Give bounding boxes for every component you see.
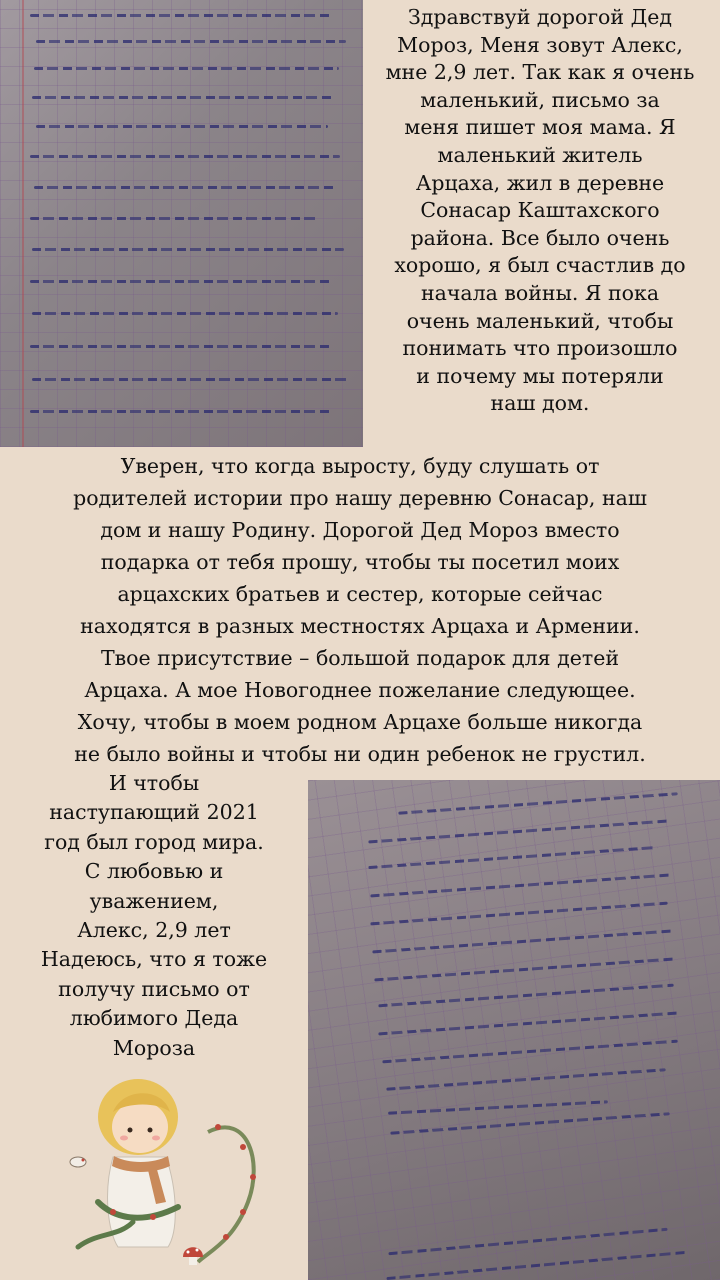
letter-top-line: наш дом. — [490, 391, 590, 416]
letter-top-line: Арцаха, жил в деревне — [415, 170, 665, 195]
letter-bottom-line: Мороза — [112, 1035, 196, 1060]
letter-bottom-line: год был город мира. — [44, 829, 264, 854]
letter-top-line: Здравствуй дорогой Дед — [408, 5, 672, 29]
letter-text-bottom — [4, 769, 304, 1063]
letter-top-line: хорошо, я был счастлив до — [394, 253, 686, 278]
letter-text-middle — [0, 450, 720, 770]
letter-top-line: маленький, письмо за — [420, 87, 660, 112]
letter-top-line: меня пишет моя мама. Я — [404, 115, 676, 140]
letter-middle-line: Хочу, чтобы в моем родном Арцахе больше никогда — [77, 710, 643, 734]
letter-middle-line: находятся в разных местностях Арцаха и Армении. — [80, 614, 640, 638]
letter-middle-line: Арцаха. А мое Новогоднее пожелание следующее. — [84, 678, 636, 702]
letter-top-line: очень маленький, чтобы — [406, 308, 674, 333]
letter-bottom-line: Надеюсь, что я тоже — [40, 947, 268, 972]
letter-bottom-line: И чтобы — [108, 771, 200, 795]
letter-top-line: и почему мы потеряли — [416, 363, 664, 388]
letter-middle-line: подарка от тебя прошу, чтобы ты посетил моих — [100, 550, 620, 574]
letter-middle-line: Твое присутствие – большой подарок для детей — [100, 646, 620, 670]
letter-text-top — [364, 4, 716, 418]
letter-middle-line: не было войны и чтобы ни один ребенок не грустил. — [74, 742, 646, 766]
letter-bottom-line: С любовью и — [84, 859, 224, 884]
letter-top-line: начала войны. Я пока — [420, 280, 660, 305]
letter-top-line: Сонасар Каштахского — [420, 198, 660, 223]
letter-middle-line: Уверен, что когда выросту, буду слушать от — [120, 454, 600, 478]
letter-top-line: Мороз, Меня зовут Алекс, — [397, 32, 683, 57]
letter-middle-line: арцахских братьев и сестер, которые сейчас — [117, 582, 603, 606]
letter-bottom-line: получу письмо от — [58, 976, 250, 1001]
letter-middle-line: дом и нашу Родину. Дорогой Дед Мороз вместо — [100, 518, 620, 542]
letter-bottom-line: Алекс, 2,9 лет — [77, 918, 231, 943]
letter-bottom-line: наступающий 2021 — [49, 800, 259, 825]
letter-bottom-line: любимого Деда — [69, 1006, 239, 1031]
letter-top-line: мне 2,9 лет. Так как я очень — [385, 60, 695, 85]
handwritten-letter-photo-bottom — [308, 780, 720, 1280]
letter-top-line: района. Все было очень — [410, 225, 670, 250]
letter-top-line: понимать что произошло — [402, 336, 678, 361]
letter-bottom-line: уважением, — [89, 888, 219, 913]
letter-middle-line: родителей истории про нашу деревню Сонасар, наш — [73, 486, 647, 510]
handwritten-letter-photo-top — [0, 0, 363, 447]
child-with-wreath-illustration — [58, 1072, 288, 1272]
letter-top-line: маленький житель — [437, 142, 643, 167]
